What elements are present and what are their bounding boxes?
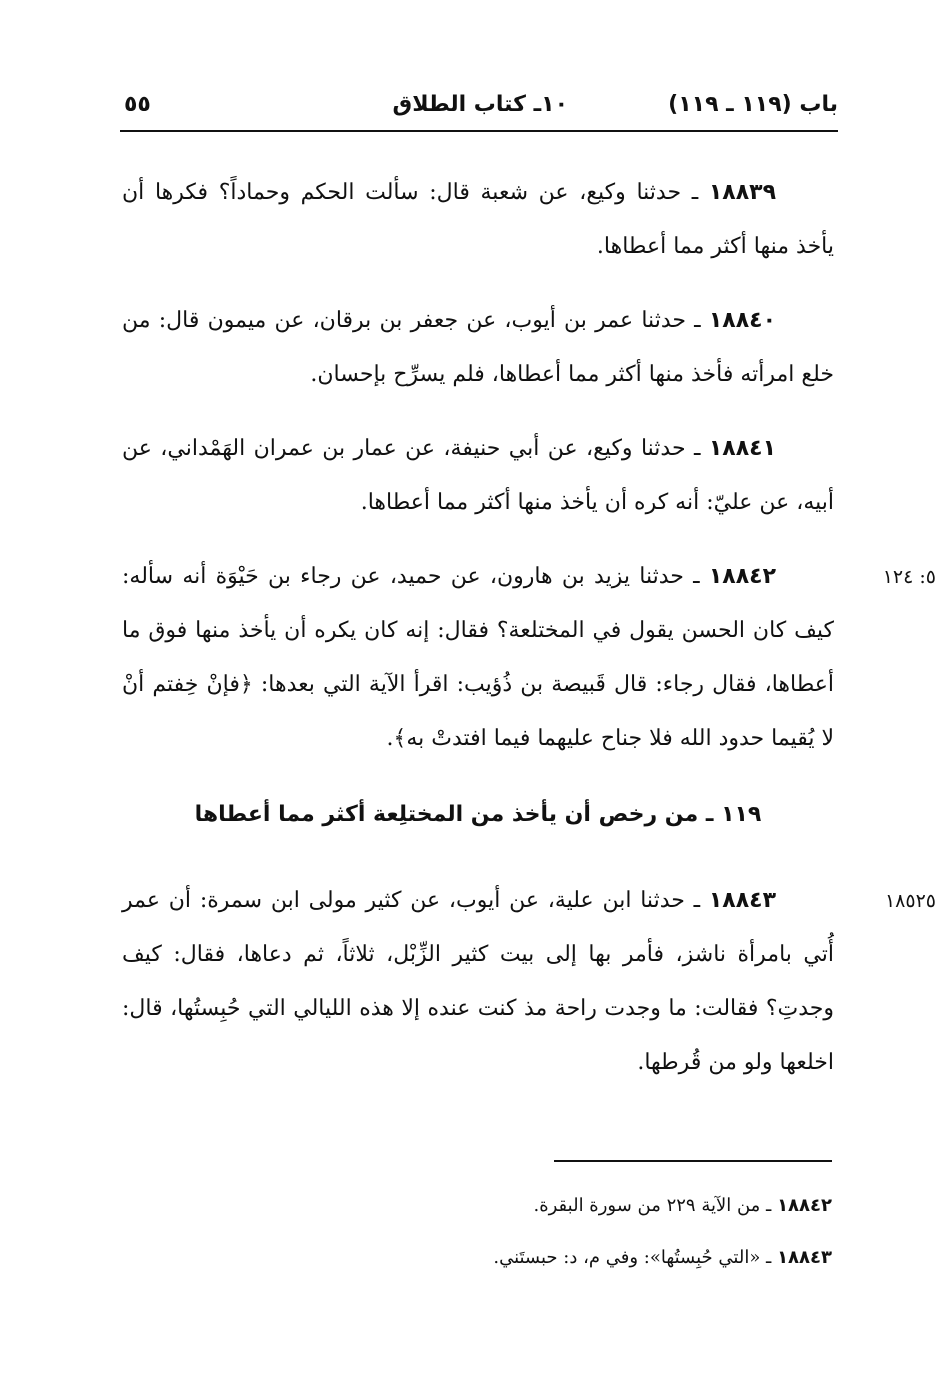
main-text xyxy=(122,166,936,1110)
footnote xyxy=(120,1180,832,1232)
hadith-text: ـ حدثنا عمر بن أيوب، عن جعفر بن برقان، عن ميمون قال: من خلع امرأته فأخذ منها أكثر مما أعطاها، فلم يسرِّح بإحسان. xyxy=(122,308,834,387)
hadith-text: ـ حدثنا وكيع، عن أبي حنيفة، عن عمار بن عمران الهَمْداني، عن أبيه، عن عليّ: أنه كره أن يأخذ منها أكثر مما أعطاها. xyxy=(122,436,834,515)
hadith-text: ـ حدثنا وكيع، عن شعبة قال: سألت الحكم وحماداً؟ فكرها أن يأخذ منها أكثر مما أعطاها. xyxy=(122,180,834,259)
margin-reference: ١٨٥٢٥ xyxy=(884,890,936,912)
running-header xyxy=(120,86,838,132)
footnote-divider xyxy=(554,1160,832,1162)
hadith-number: ١٨٨٤١ xyxy=(708,436,776,461)
chapter-heading: ١١٩ ـ من رخص أن يأخذ من المختلِعة أكثر مما أعطاها xyxy=(194,802,762,827)
hadith-number: ١٨٨٤٣ xyxy=(708,888,777,913)
header-bab: باب (١١٩ ـ ١١٩) xyxy=(668,92,838,117)
footnote xyxy=(120,1232,832,1284)
hadith-text: ـ حدثنا يزيد بن هارون، عن حميد، عن رجاء بن حَيْوَة أنه سأله: كيف كان الحسن يقول في المختلعة؟ فقال: إنه كان يكره أن يأخذ منها فوق ما أعطاها، فقال رجاء: قال قَبيصة بن ذُؤيب: اقرأ الآية التي بعدها: ﴿فإنْ خِفتم أنْ لا يُقيما حدود الله فلا جناح عليهما فيما افتدتْ به﴾. xyxy=(122,564,835,751)
footnote-text: ـ من الآية ٢٢٩ من سورة البقرة. xyxy=(533,1195,772,1216)
hadith-text: ـ حدثنا ابن علية، عن أيوب، عن كثير مولى ابن سمرة: أن عمر أُتي بامرأة ناشز، فأمر بها إلى بيت كثير الزِّبْل، ثلاثاً، ثم دعاها، فقال: كيف وجدتِ؟ فقالت: ما وجدت راحة مذ كنت عنده إلا هذه الليالي التي حُبِستُها، قال: اخلعها ولو من قُرطها. xyxy=(122,888,834,1075)
footnote-number: ١٨٨٤٢ xyxy=(777,1195,832,1216)
hadith-number: ١٨٨٤٢ xyxy=(708,564,777,589)
hadith-entry xyxy=(122,422,834,530)
footnotes xyxy=(120,1180,832,1284)
hadith-number: ١٨٨٤٠ xyxy=(708,308,777,333)
footnote-text: ـ «التي حُبِستُها»: وفي م، د: حبستَني. xyxy=(493,1247,772,1268)
hadith-entry xyxy=(122,874,936,1090)
hadith-entry xyxy=(122,166,834,274)
margin-reference: ٥: ١٢٤ xyxy=(882,566,936,588)
page-number: ٥٥ xyxy=(124,92,151,117)
hadith-entry xyxy=(122,294,834,402)
header-kitab: ١٠ـ كتاب الطلاق xyxy=(392,92,568,117)
footnote-number: ١٨٨٤٣ xyxy=(777,1247,832,1268)
hadith-number: ١٨٨٣٩ xyxy=(708,180,776,205)
hadith-entry xyxy=(122,550,936,766)
